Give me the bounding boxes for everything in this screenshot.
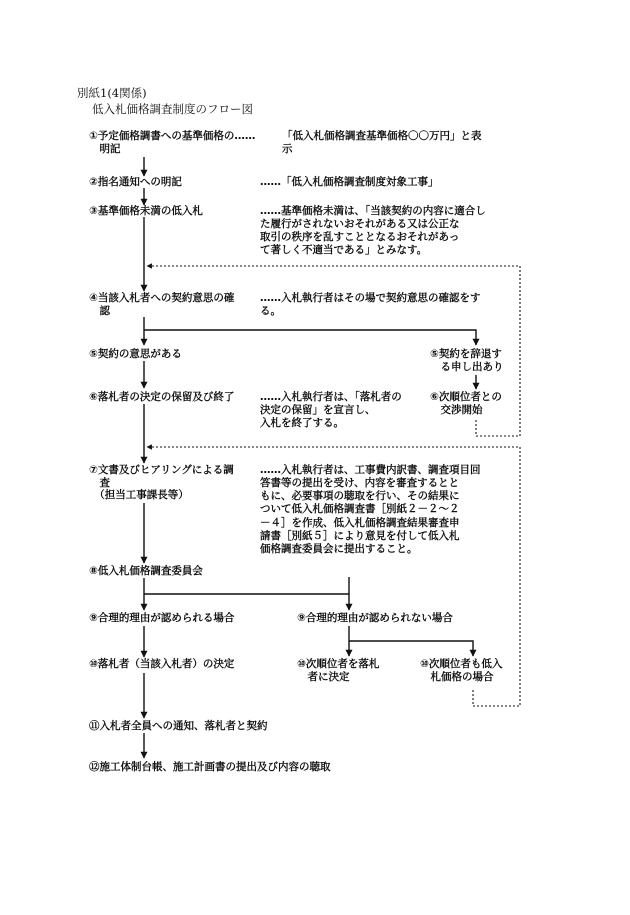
diagram-title: 低入札価格調査制度のフロー図 — [92, 102, 253, 116]
step-10-next-also-low: ⑩次順位者も低入 札価格の場合 — [420, 658, 503, 683]
step-12-label: ⑫施工体制台帳、施工計画書の提出及び内容の聴取 — [89, 761, 331, 773]
step-3-label: ③基準価格未満の低入札 — [89, 205, 203, 217]
step-5-refusal: ⑤契約を辞退す る申し出あり — [430, 348, 504, 373]
step-10-winner-decision: ⑩落札者（当該入札者）の決定 — [89, 658, 235, 670]
step-8-label: ⑧低入札価格調査委員会 — [89, 565, 203, 577]
step-4-label: ④当該入札者への契約意思の確 認 — [89, 292, 235, 317]
step-4-note: ……入札執行者はその場で契約意思の確認をす る。 — [260, 292, 481, 318]
step-9-not-reasonable: ⑨合理的理由が認められない場合 — [297, 612, 453, 624]
step-6-note: ……入札執行者は、「落札者の 決定の保留」を宣言し、 入札を終了する。 — [260, 391, 402, 430]
step-6-label: ⑥落札者の決定の保留及び終了 — [89, 391, 235, 403]
branch-next-also-low — [349, 641, 473, 656]
step-6-next-negotiation: ⑥次順位者との 交渉開始 — [430, 391, 502, 416]
step-1-label: ①予定価格調書への基準価格の…… 明記 — [89, 130, 256, 155]
branch-not-reasonable — [144, 594, 349, 610]
step-2-label: ②指名通知への明記 — [89, 176, 182, 188]
step-10-next-bidder: ⑩次順位者を落札 者に決定 — [297, 658, 380, 683]
step-7-label: ⑦文書及びヒアリングによる調 査 （担当工事課長等） — [89, 464, 234, 502]
step-1-note: 「低入札価格調査基準価格〇〇万円」と表 示 — [282, 130, 482, 155]
attachment-label: 別紙1(4関係) — [77, 86, 147, 100]
step-3-note: ……基準価格未満は、「当該契約の内容に適合し た履行がされないおそれがある又は公正な 取引の秩序を乱すこととなるおそれがあっ て著しく不適当である」とみなす。 — [260, 205, 486, 257]
step-11-label: ⑪入札者全員への通知、落札者と契約 — [89, 720, 268, 732]
step-2-note: ……「低入札価格調査制度対象工事」 — [260, 176, 439, 188]
branch-refusal — [144, 330, 476, 345]
step-9-reasonable: ⑨合理的理由が認められる場合 — [89, 612, 235, 624]
step-7-note: ……入札執行者は、工事費内訳書、調査項目回 答書等の提出を受け、内容を審査するとと もに、必要事項の聴取を行い、その結果に ついて低入札価格調査書［別紙２－２～２ －４］を作成、低入札価格調査結果審査申 請書［別紙５］により意見を付して低入札 価格調査委員会に提出すること。 — [260, 464, 481, 555]
step-5-label: ⑤契約の意思がある — [89, 348, 182, 360]
